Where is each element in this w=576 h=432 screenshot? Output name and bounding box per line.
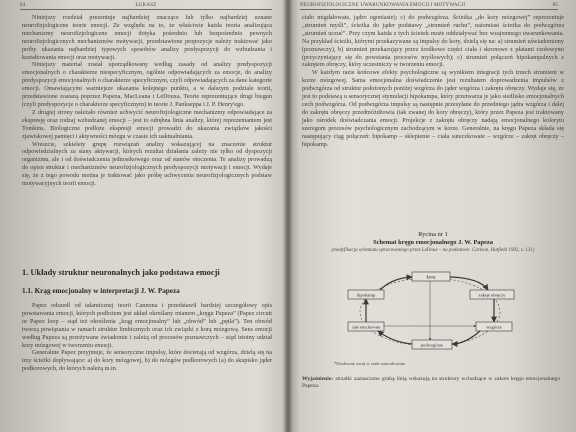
right-page-number: 85 <box>552 3 558 8</box>
left-paragraph-2: Niniejszy materiał został uporządkowany według zasady od analizy predyspozycji emocjonalnych o charakterze niespecyficznym, ogólnie odpowiadających za emocje, do analizy predyspozycji emocjonalnych o charakterze specyficznym, czyli odpowiadających za dane kategorie emocji. Omawiającymi ważniejsze ukazania kolejnego punktu, a w dalszym podziale teorii, przedstawione zostaną poprzez Papeza, MacLeana i LeDouxa. Teorie reprezentujące drugi biegun (czyli predyspozycje o charakterze specyficznym) to teorie J. Pankseppa i J. P. Henry'ego. <box>22 61 272 108</box>
left-running-head-text: ŁUKASZ <box>135 3 157 8</box>
figure-caption <box>302 376 560 390</box>
papez-circuit-diagram <box>330 268 530 358</box>
left-paragraph-4: Wreszcie, szkielety grupę rozwiązań analizy wskazującej na znaczenie struktur odpowiedzialnych za stany aktywacji, których rezultat działania zależy nie tylko od dyspozycji organizmu, ale i od doświadczenia jednostkowego oraz od stanów otoczenia. Te analizy prowadzą do opisu struktur i mechanizmów neurofizjologicznych predyspozycji motywacji i emocji. Wydaje się, że z tego powodu można je traktować jako próbę uchwycenia neurofizjologicznych podstaw motywacyjnych teorii emocji. <box>22 140 272 188</box>
section-title: 1. Układy struktur neuronalnych jako podstawa emocji <box>22 268 220 277</box>
arrow-cortex-cingulate <box>450 277 488 290</box>
left-paragraph-1: Niniejszy rozdział prezentuje najbardziej znaczące lub tylko najbardziej uznane neurofizjologiczne teorie emocji. Ze względu na to, że właściwie każda teoria analizująca mechanizmy neurofizjologiczne emocji dotyka pośrednio lub bezpośrednio pewnych neurofizjologicznych mechanizmów motywacji, przedstawione propozycje należy traktować jako próby ukazania najbardziej typowych sposobów analizy predyspozycji do wzbudzania i kształtowania emocji oraz motywacji. <box>22 14 272 61</box>
right-running-head-text: NEUROFIZJOLOGICZNE UWARUNKOWANIA EMOCJI I MOTYWACJI <box>300 3 466 8</box>
figure-source: (modyfikacja schematu opracowanego przez LeDoux – na podstawie: Carlson, Hatfield 1992, s. 131) <box>331 248 535 253</box>
arrow-hypothalamus-mammillary <box>378 331 412 344</box>
figure-number: Rycina nr 1 <box>418 231 448 238</box>
right-running-head <box>300 3 558 10</box>
caption-label: Wyjaśnienie: <box>302 376 334 382</box>
book-gutter <box>283 0 293 432</box>
node-thalamus-label: wzgórze <box>486 324 502 330</box>
caption-text: strzałki zaznaczone grubą linią wskazują na struktury wchodzące w zakres kręgu emocjonalnego Papeza. <box>302 376 560 389</box>
subsection-title: 1.1. Krąg emocjonalny w interpretacji J. W. Papeza <box>22 287 180 295</box>
node-cingulate-label: zakręt obręczy <box>478 292 506 298</box>
node-mammillary-label: ciała suteczkowate <box>351 325 381 330</box>
left-paragraph-6: Generalnie Papez przyjmuje, że sensoryczne impulsy, które docierają od wzgórza, dzielą się na trzy ścieżki dopływające: a) do kory mózgowej, b) do mózgów podkorowych (a) do skupisko jąder podkorowych, do których należą m.in. <box>22 349 272 373</box>
diagram-note: *Dosłowny zwój w ciała suteczkowate <box>334 361 406 366</box>
right-page <box>290 0 576 432</box>
left-page-number: 84 <box>20 3 26 8</box>
node-hypothalamus-label: podwzgórze <box>420 342 444 348</box>
left-running-head <box>20 3 272 10</box>
left-page <box>0 0 286 432</box>
right-paragraph-2: W każdym razie końcowe efekty psychologiczne są wynikiem integracji tych trzech strumieni w korze mózgowej. Sama emocjonalna doświadczenie jest rezultatem doprowadzenia impulsów z podwzgórza od struktur położonych poniżej wzgórza do jąder wzgórza i zakrętu obręczy. Wydaje się, że jest to podstawą u sensorycznej stymulacji hipokampa, który przetwarza je jako siedlisko emocjonalnych cech podwzgórza. Od podwzgórza impulsy są następnie przesyłane do przedniego jądra wzgórza i dalej do zakrętu obręczy przedmóżdżowia (tak zwanej do kory obręczy), który przez Papeza jest traktowany jako ośrodek doświadczania emocji. Projekcje z zakrętu obręczy nadają emocjonalnego kolorytu szeregom procesów psychologicznym zachodzącym w korze. Generalnie, na kręgu Papeza składa się następujący ciąg połączeń: hipokamp – sklepienie – ciała suteczkowate – wzgórze – zakręt obręczy – hipokamp. <box>302 69 564 148</box>
node-hippocampus-label: hipokamp <box>356 292 376 298</box>
figure-title: Schemat kręgu emocjonalnego J. W. Papeza <box>373 239 493 246</box>
arrow-hippocampus-cortex <box>380 277 412 290</box>
left-body-block <box>22 302 272 373</box>
node-cortex-label: kora <box>426 275 436 281</box>
right-paragraph-1: ciało migdałowate, jądro ogoniaste); c) do podwzgórza. Ścieżka „do kory mózgowej” reprezentuje „strumień myśli”, ścieżka do jąder podstawy „strumień ruchu”, natomiast ścieżka do podwzgórza „strumień uczuć”. Przy czym każda z tych ścieżek może oddziaływać bez wzajemnego uwarunkowania. Na przykład ścieżki, którymi przekazywane są impulsy do kory, dzielą się na: a) strumień uświadomiony (poznawczy), b) strumień przekazujący przez środkowe części ciała i skronowe z płatami czołowymi (przyczyniający się do powstania procesów myślowych); c) strumień połączeń hipokampalnych z zakrętem obręczy, który uczestniczy w tworzeniu emocji. <box>302 14 564 69</box>
left-paragraph-3: Z drugiej strony należało również uchwycić neurofizjologiczne mechanizmy odpowiadające za ekspresję oraz rodzaj wzbudzanej emocji – jest to odrębna linia analizy, której reprezentantem jest Tomkins. Biologiczne podłoże ekspresji emocji prowadzi do ukazania związków jakości zjawiskowej pamięci i aktywności mózgu w czasie ich uaktualniania. <box>22 108 272 140</box>
right-body-block <box>302 14 564 148</box>
left-intro-block <box>22 14 272 188</box>
left-paragraph-5: Papez odszedł od talamicznej teorii Cannona i przedstawił bardziej szczegółowy opis powstawania emocji, których podłożem jest układ określany mianem „kręgu Papeza” (Papez circuit or Papez loop – stąd też określenia „krąg emocjonalny” lub „obwód” lub „pętla”). Ten obwód tworzą powiązania w ramach struktur limbicznych oraz ich związki z korą mózgową. Sens emocji według Papeza są przeżywane świadomie i zależą od procesów poznawczych – stąd istotny udział kory mózgowej w tworzeniu emocji. <box>22 302 272 349</box>
